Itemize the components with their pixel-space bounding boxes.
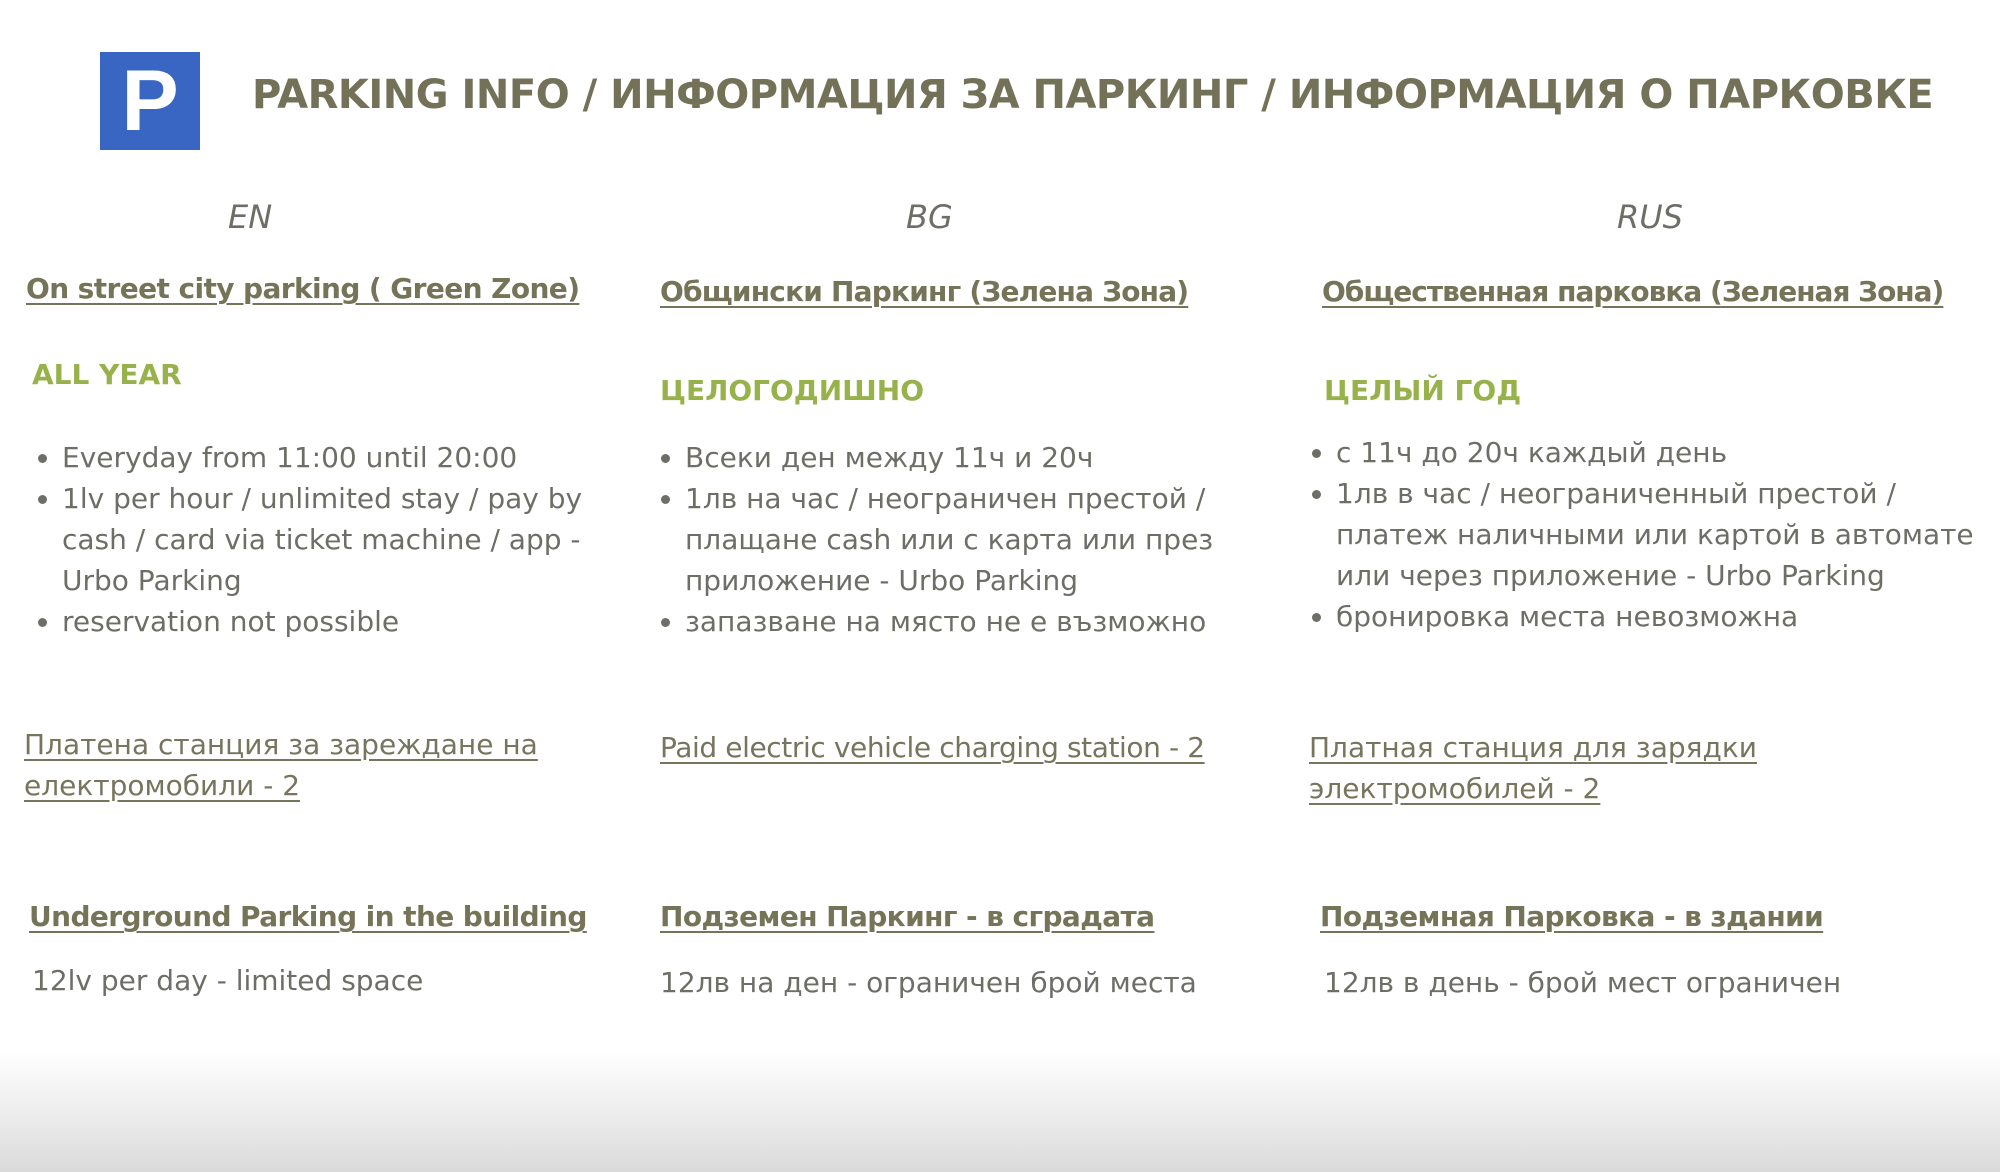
info-list-bg	[649, 437, 1245, 642]
parking-logo: P	[100, 52, 200, 150]
list-item: • Everyday from 11:00 until 20:00	[62, 437, 592, 478]
underground-parking-heading-en: Underground Parking in the building	[29, 900, 587, 933]
street-parking-heading-en: On street city parking ( Green Zone)	[26, 272, 580, 305]
bottom-shadow	[0, 1052, 2000, 1172]
street-parking-heading-rus: Общественная парковка (Зеленая Зона)	[1322, 275, 1944, 308]
info-list-en	[26, 437, 592, 642]
list-item: • запазване на място не е възможно	[685, 601, 1245, 642]
list-item: • с 11ч до 20ч каждый день	[1336, 432, 1976, 473]
charging-station-text-bg: Paid electric vehicle charging station - 2	[660, 731, 1205, 764]
street-parking-heading-bg: Общински Паркинг (Зелена Зона)	[660, 275, 1189, 308]
list-item: • бронировка места невозможна	[1336, 596, 1976, 637]
underground-parking-text-en: 12lv per day - limited space	[32, 964, 424, 997]
list-item: • 1лв в час / неограниченный престой / платеж наличными или картой в автомате или через приложение - Urbo Parking	[1336, 473, 1976, 596]
list-item: • 1lv per hour / unlimited stay / pay by cash / card via ticket machine / app - Urbo Parking	[62, 478, 592, 601]
page-title: PARKING INFO / ИНФОРМАЦИЯ ЗА ПАРКИНГ / ИНФОРМАЦИЯ О ПАРКОВКЕ	[252, 72, 1934, 118]
season-label-rus: ЦЕЛЫЙ ГОД	[1324, 374, 1522, 407]
lang-label-en: EN	[228, 198, 273, 236]
list-item: • Всеки ден между 11ч и 20ч	[685, 437, 1245, 478]
charging-station-text-en: Платена станция за зареждане на електромобили - 2	[24, 728, 538, 802]
info-list-rus	[1300, 432, 1976, 637]
list-item: • reservation not possible	[62, 601, 592, 642]
charging-station-text-rus: Платная станция для зарядки электромобилей - 2	[1309, 731, 1757, 805]
underground-parking-text-bg: 12лв на ден - ограничен брой места	[660, 966, 1197, 999]
lang-label-rus: RUS	[1617, 198, 1683, 236]
underground-parking-heading-bg: Подземен Паркинг - в сградата	[660, 900, 1155, 933]
underground-parking-text-rus: 12лв в день - брой мест ограничен	[1324, 966, 1842, 999]
underground-parking-heading-rus: Подземная Парковка - в здании	[1320, 900, 1824, 933]
season-label-bg: ЦЕЛОГОДИШНО	[660, 374, 925, 407]
list-item: • 1лв на час / неограничен престой / плащане cash или с карта или през приложение - Urbo Parking	[685, 478, 1245, 601]
lang-label-bg: BG	[906, 198, 953, 236]
season-label-en: ALL YEAR	[32, 358, 182, 391]
